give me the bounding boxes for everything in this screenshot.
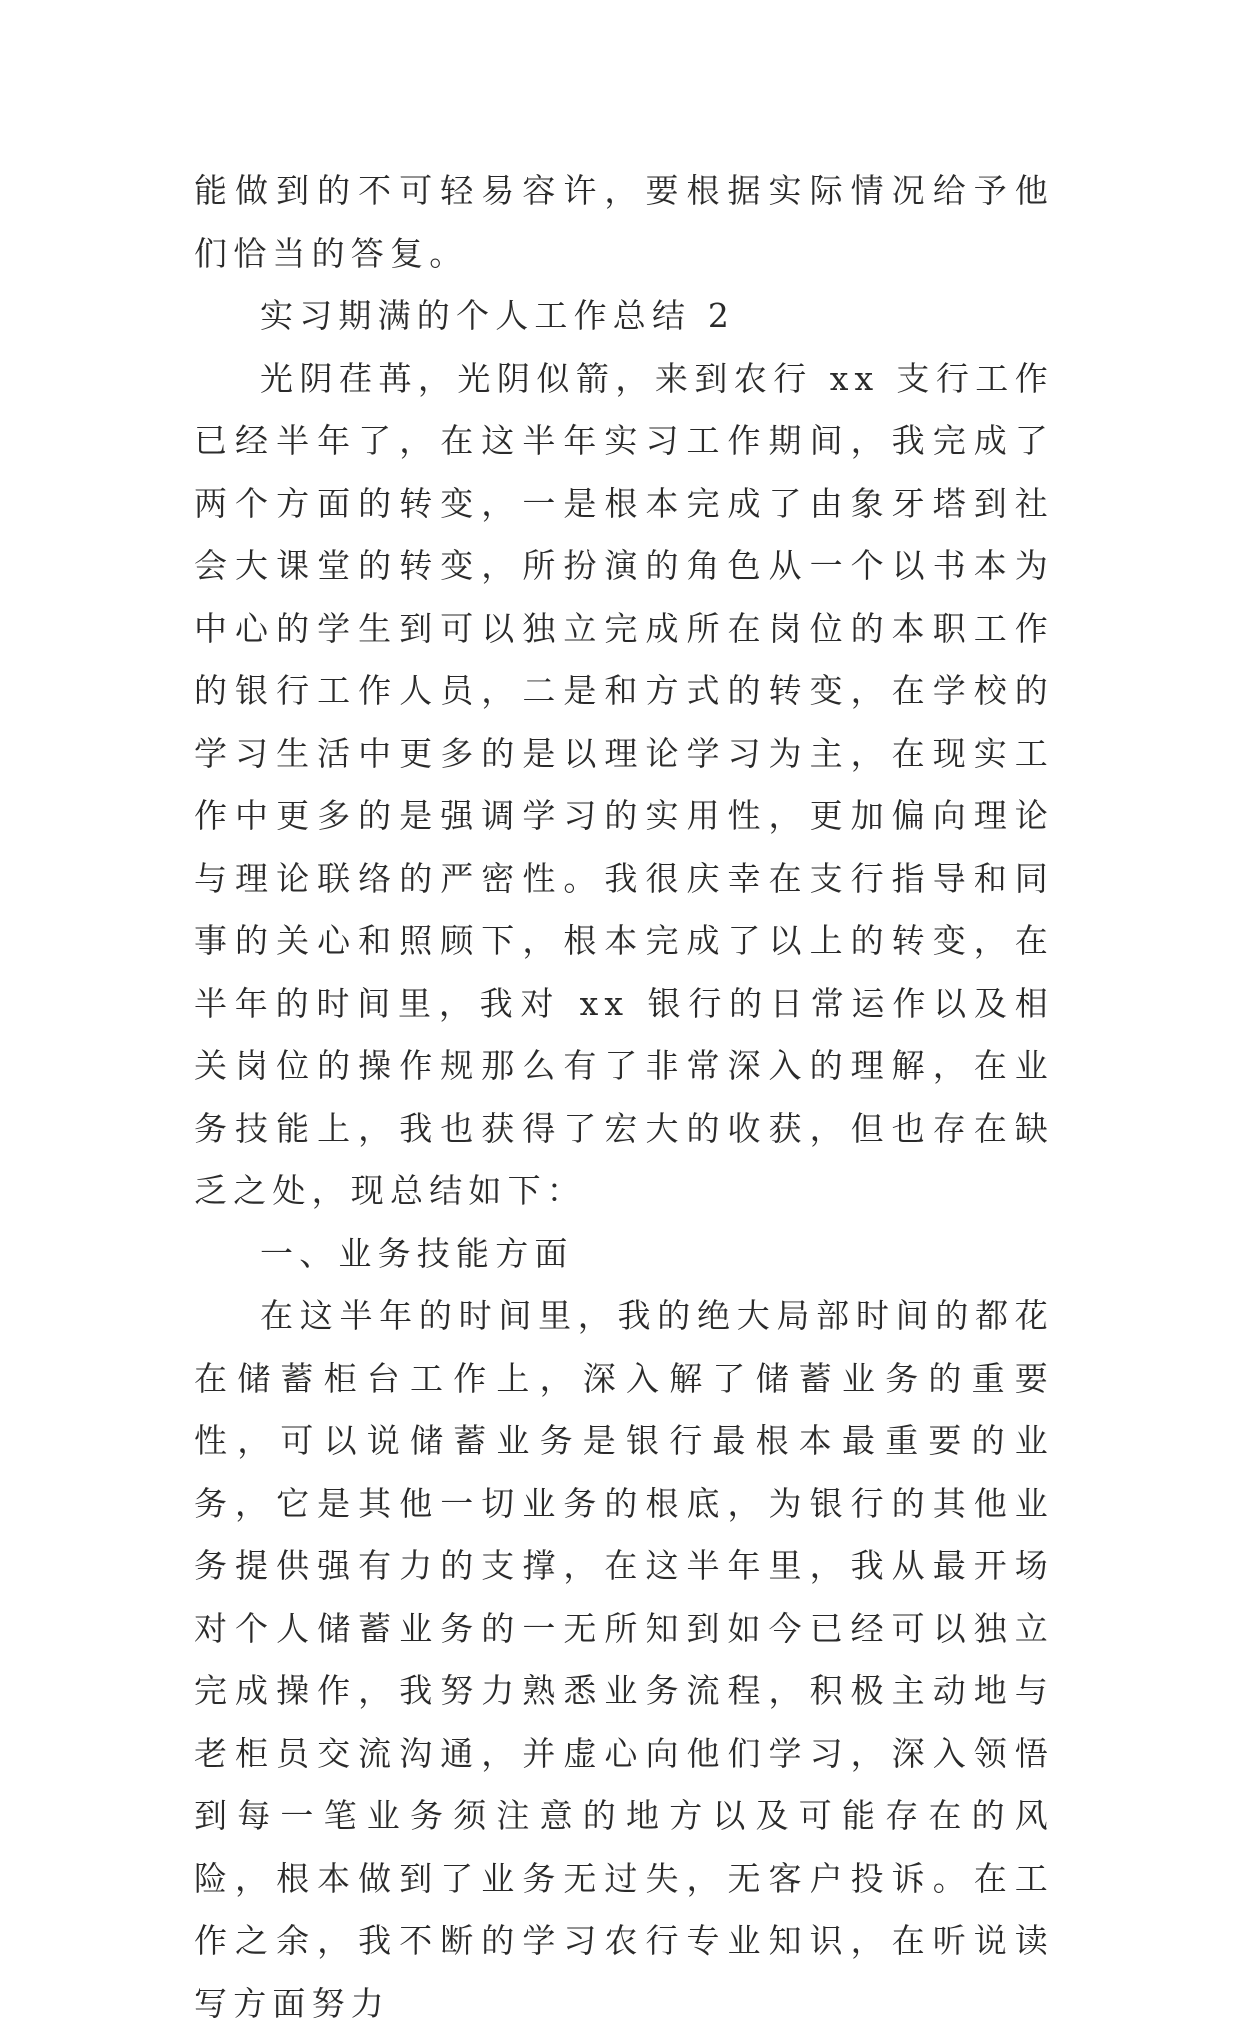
paragraph-continued: 能做到的不可轻易容许，要根据实际情况给予他们恰当的答复。 [194,171,1054,273]
paragraph-intro: 光阴荏苒，光阴似箭，来到农行 xx 支行工作已经半年了，在这半年实习工作期间，我完成了两个方面的转变，一是根本完成了由象牙塔到社会大课堂的转变，所扮演的角色从一个以书本为中心的学生到可以独立完成所在岗位的本职工作的银行工作人员，二是和方式的转变，在学校的学习生活中更多的是以理论学习为主，在现实工作中更多的是强调学习的实用性，更加偏向理论与理论联络的严密性。我很庆幸在支行指导和同事的关心和照顾下，根本完成了以上的转变，在半年的时间里，我对 xx 银行的日常运作以及相关岗位的操作规那么有了非常深入的理解，在业务技能上，我也获得了宏大的收获，但也存在缺乏之处，现总结如下： [194,358,1054,1210]
section-title: 实习期满的个人工作总结 2 [260,296,736,335]
subheading: 一、业务技能方面 [260,1233,574,1273]
paragraph-body: 在这半年的时间里，我的绝大局部时间的都花在储蓄柜台工作上，深入解了储蓄业务的重要性，可以说储蓄业务是银行最根本最重要的业务，它是其他一切业务的根底，为银行的其他业务提供强有力的支撑，在这半年里，我从最开场对个人储蓄业务的一无所知到如今已经可以独立完成操作，我努力熟悉业务流程，积极主动地与老柜员交流沟通，并虚心向他们学习，深入领悟到每一笔业务须注意的地方以及可能存在的风险，根本做到了业务无过失，无客户投诉。在工作之余，我不断的学习农行专业知识，在听说读写方面努力 [194,1296,1054,2023]
